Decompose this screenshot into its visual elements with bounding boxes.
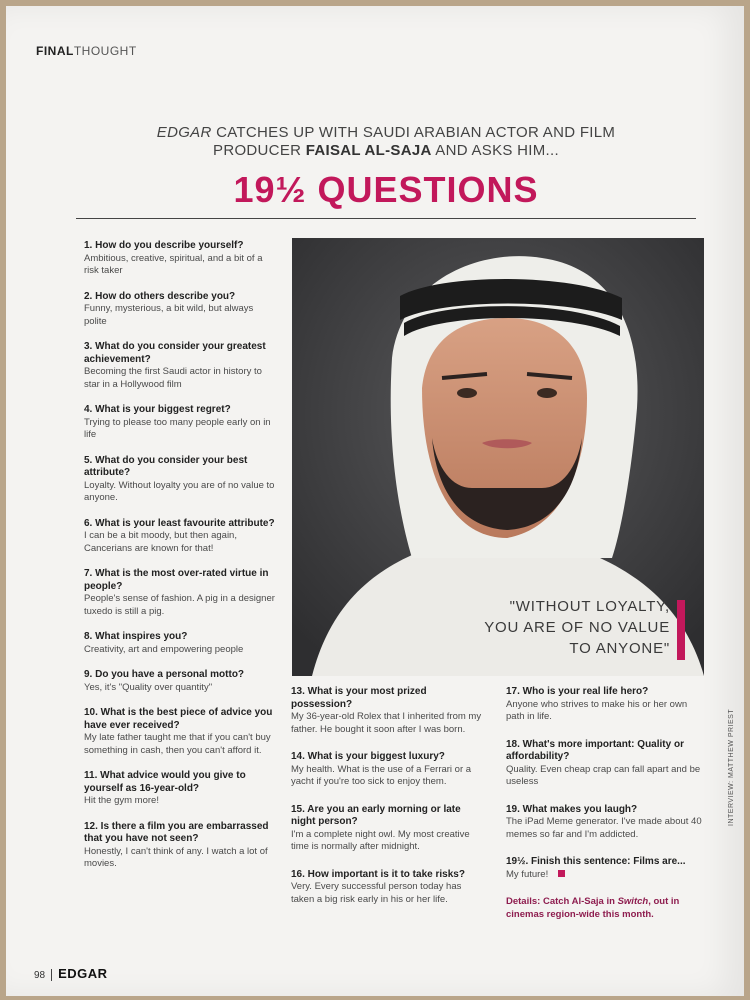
answer-text xyxy=(84,480,276,505)
answer-text xyxy=(506,764,706,789)
answer-text xyxy=(84,366,276,391)
answer-text-content: The iPad Meme generator. I've made about 40 memes so far and I'm addicted. xyxy=(506,816,702,840)
question-text: 16. How important is it to take risks? xyxy=(291,868,465,880)
answer-text-content: My future! xyxy=(506,868,549,880)
question-item xyxy=(506,739,706,789)
question-text: 1. How do you describe yourself? xyxy=(84,240,244,251)
answer-text-content: Anyone who strives to make his or her own path in life. xyxy=(506,698,688,722)
answer-text xyxy=(291,711,486,736)
question-text: 8. What inspires you? xyxy=(84,631,188,642)
magazine-page xyxy=(6,6,744,996)
question-text: 9. Do you have a personal motto? xyxy=(84,669,245,680)
question-text: 6. What is your least favourite attribute? xyxy=(84,517,275,529)
answer-text-content: Honestly, I can't think of any. I watch a lot of movies. xyxy=(84,845,268,869)
question-text: 19. What makes you laugh? xyxy=(506,803,638,815)
answer-text-content: My 36-year-old Rolex that I inherited from my father. He bought it soon after I was born. xyxy=(291,711,482,735)
left-question-column xyxy=(84,240,276,884)
intro-text-b: AND ASKS HIM... xyxy=(431,142,559,159)
answer-text-content: Creativity, art and empowering people xyxy=(84,643,244,655)
question-item xyxy=(291,869,486,907)
pull-quote: "WITHOUT LOYALTY, YOU ARE OF NO VALUE TO ANYONE" xyxy=(484,598,670,657)
question-item xyxy=(506,686,706,724)
question-item xyxy=(506,804,706,842)
answer-text-content: Trying to please too many people early on in life xyxy=(84,416,271,440)
interview-credit: INTERVIEW: MATTHEW PRIEST xyxy=(728,708,735,826)
intro-text xyxy=(126,124,646,160)
answer-text-content: Funny, mysterious, a bit wild, but always polite xyxy=(84,303,254,327)
question-text: 18. What's more important: Quality or affordability? xyxy=(506,738,684,762)
question-text: 4. What is your biggest regret? xyxy=(84,404,231,415)
question-item xyxy=(84,240,276,278)
details-note xyxy=(506,896,706,921)
footer-logo: EDGAR xyxy=(58,966,108,981)
answer-text xyxy=(291,764,486,789)
question-text: 3. What do you consider your greatest achievement? xyxy=(84,341,266,365)
answer-text-content: People's sense of fashion. A pig in a designer tuxedo is still a pig. xyxy=(84,593,275,617)
question-text: 5. What do you consider your best attribute? xyxy=(84,454,248,478)
answer-text xyxy=(291,881,486,906)
answer-text xyxy=(84,253,276,278)
answer-text xyxy=(506,699,706,724)
question-text: 11. What advice would you give to yourself as 16-year-old? xyxy=(84,770,246,794)
answer-text-content: Becoming the first Saudi actor in history to star in a Hollywood film xyxy=(84,366,262,390)
question-item xyxy=(291,686,486,736)
answer-text xyxy=(84,593,276,618)
answer-text-content: Hit the gym more! xyxy=(84,795,159,806)
answer-text xyxy=(84,682,276,695)
intro-brand: EDGAR xyxy=(156,124,212,141)
answer-text-content: My health. What is the use of a Ferrari or a yacht if you're too sick to enjoy them. xyxy=(291,763,472,787)
details-label: Details: Catch Al-Saja in xyxy=(506,896,618,907)
section-label xyxy=(36,44,137,58)
answer-text-content: Loyalty. Without loyalty you are of no value to anyone. xyxy=(84,479,275,503)
page-title: 19½ QUESTIONS xyxy=(233,169,539,210)
end-mark-icon xyxy=(558,870,565,877)
answer-text-content: My late father taught me that if you can't buy something in cash, then you can't afford it. xyxy=(84,732,271,756)
question-text: 19½. Finish this sentence: Films are... xyxy=(506,856,686,867)
middle-question-column xyxy=(291,686,486,921)
question-text: 15. Are you an early morning or late night person? xyxy=(291,803,461,827)
question-item xyxy=(84,455,276,505)
question-text: 7. What is the most over-rated virtue in people? xyxy=(84,568,269,592)
answer-text xyxy=(506,869,706,882)
title-divider xyxy=(76,218,696,219)
intro-name: FAISAL AL-SAJA xyxy=(305,142,432,159)
answer-text-content: Yes, it's "Quality over quantity" xyxy=(84,681,213,693)
details-rest: , out in cinemas region-wide this month. xyxy=(506,896,680,920)
answer-text xyxy=(84,417,276,442)
question-item xyxy=(84,707,276,757)
question-item xyxy=(84,518,276,556)
right-question-column xyxy=(506,686,706,921)
answer-text-content: I'm a complete night owl. My most creative time is normally after midnight. xyxy=(291,828,470,852)
answer-text xyxy=(84,846,276,871)
question-item xyxy=(84,341,276,391)
page-number: 98 xyxy=(34,970,46,981)
question-text: 14. What is your biggest luxury? xyxy=(291,751,445,762)
question-text: 17. Who is your real life hero? xyxy=(506,686,649,697)
question-item xyxy=(291,751,486,789)
question-item xyxy=(84,821,276,871)
question-item xyxy=(84,631,276,656)
details-film-title: Switch xyxy=(617,896,649,907)
question-text: 2. How do others describe you? xyxy=(84,290,236,302)
pull-quote-accent-bar xyxy=(677,600,685,660)
question-item xyxy=(84,291,276,329)
page-footer xyxy=(34,966,108,981)
answer-text-content: Very. Every successful person today has taken a big risk early in his or her life. xyxy=(291,881,462,905)
answer-text xyxy=(84,644,276,657)
answer-text xyxy=(84,795,276,808)
question-item xyxy=(84,770,276,808)
question-item xyxy=(84,568,276,618)
answer-text-content: Ambitious, creative, spiritual, and a bit of a risk taker xyxy=(84,252,263,276)
answer-text-content: Quality. Even cheap crap can fall apart and be useless xyxy=(506,763,701,787)
footer-separator xyxy=(51,969,52,981)
question-item xyxy=(506,856,706,881)
question-text: 13. What is your most prized possession? xyxy=(291,686,427,710)
question-text: 10. What is the best piece of advice you have ever received? xyxy=(84,707,273,731)
answer-text xyxy=(506,816,706,841)
intro-text-a: CATCHES UP WITH SAUDI ARABIAN ACTOR AND FILM PRODUCER xyxy=(211,124,616,159)
question-item xyxy=(291,804,486,854)
answer-text xyxy=(291,829,486,854)
answer-text-content: I can be a bit moody, but then again, Cancerians are known for that! xyxy=(84,530,237,554)
answer-text xyxy=(84,303,276,328)
answer-text xyxy=(84,732,276,757)
question-item xyxy=(84,669,276,694)
section-label-bold: FINAL xyxy=(36,44,74,58)
answer-text xyxy=(84,530,276,555)
question-item xyxy=(84,404,276,442)
question-text: 12. Is there a film you are embarrassed that you have not seen? xyxy=(84,820,269,844)
section-label-light: THOUGHT xyxy=(73,44,137,58)
